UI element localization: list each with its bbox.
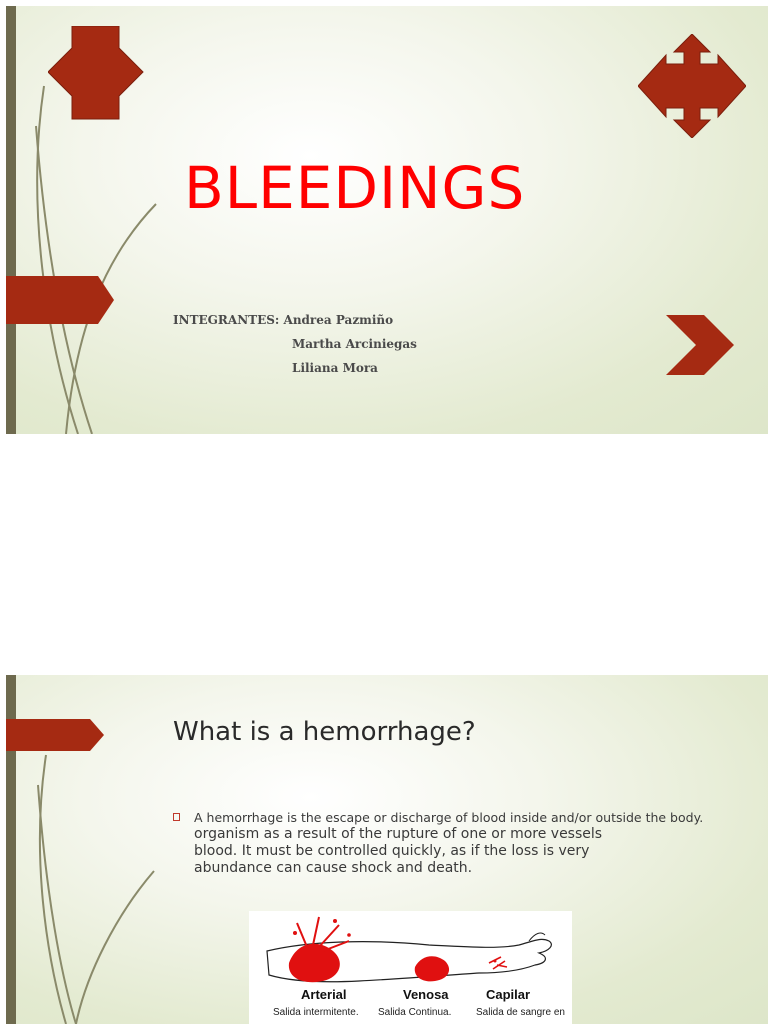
bullet-paragraph: [173, 809, 713, 877]
type-description: Salida de sangre en: [476, 1007, 565, 1018]
slide-title: What is a hemorrhage?: [173, 717, 476, 747]
chevron-right-icon: [666, 315, 736, 377]
type-label: Arterial: [301, 987, 347, 1002]
type-description: Salida Continua.: [378, 1007, 452, 1018]
member-name: Liliana Mora: [292, 361, 378, 375]
type-label: Venosa: [403, 987, 449, 1002]
bullet-continuation: organism as a result of the rupture of one or more vessels blood. It must be controlled quickly, as if the loss is very abundance can cause shock and death.: [194, 826, 603, 876]
members-label: INTEGRANTES: Andrea Pazmiño: [173, 313, 394, 327]
bullet-first-line: A hemorrhage is the escape or discharge of blood inside and/or outside the body.: [194, 810, 704, 825]
content-slide: [6, 675, 768, 1024]
bleeding-types-illustration: [249, 911, 572, 1024]
left-tab-arrow: [6, 276, 114, 324]
title-slide: [6, 6, 768, 434]
members-block: [173, 308, 417, 380]
quad-arrow-icon: [638, 34, 746, 138]
left-tab-arrow: [6, 719, 104, 751]
bullet-square-icon: [173, 813, 180, 821]
slide-title: BLEEDINGS: [184, 154, 526, 222]
type-description: Salida intermitente.: [273, 1007, 359, 1018]
member-name: Martha Arciniegas: [292, 337, 417, 351]
left-right-arrow-icon: [48, 26, 144, 120]
type-label: Capilar: [486, 987, 531, 1002]
